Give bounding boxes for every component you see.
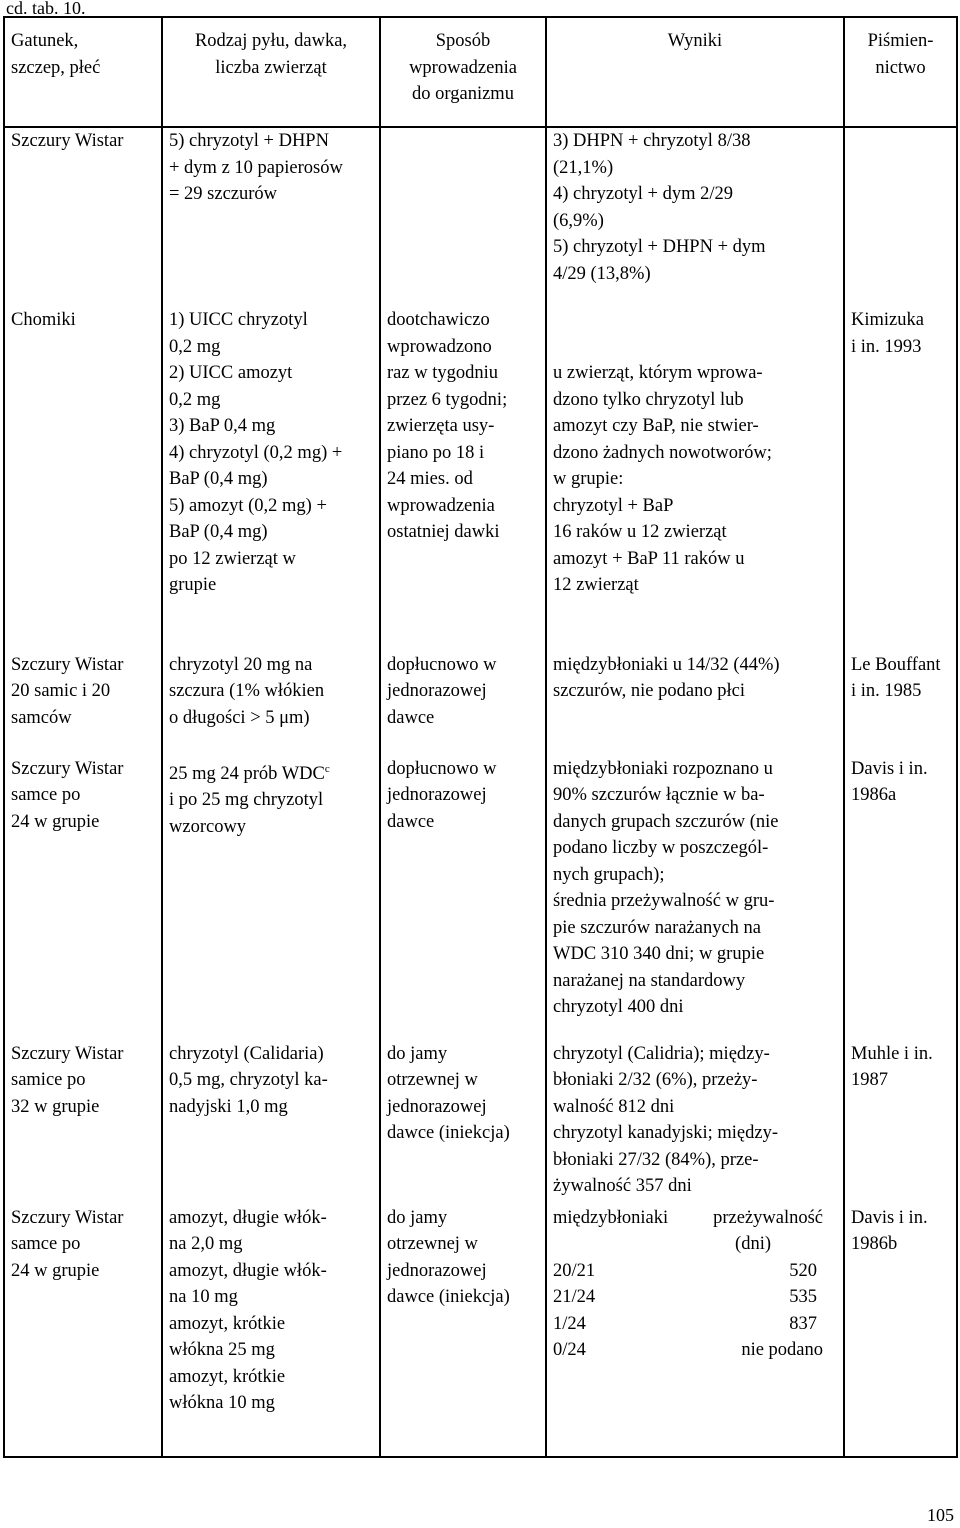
stats-row: 1/24 837 <box>553 1313 817 1334</box>
cell-results: międzybłoniaki u 14/32 (44%) szczurów, nie podano płci <box>546 652 844 756</box>
cell-refs <box>844 127 957 307</box>
cell-species: Szczury Wistar 20 samic i 20 samców <box>4 652 162 756</box>
cell-dust: 25 mg 24 prób WDC$^c$ i po 25 mg chryzotyl wzorcowy <box>162 756 380 1041</box>
table-caption: cd. tab. 10. <box>6 0 86 18</box>
header-refs: Piśmien- nictwo <box>844 17 957 127</box>
cell-species: Szczury Wistar samice po 32 w grupie <box>4 1041 162 1205</box>
survival-stats <box>553 1205 823 1364</box>
stats-row: 21/24 535 <box>553 1287 817 1307</box>
table-header-row <box>4 17 957 127</box>
cell-results <box>546 1205 844 1457</box>
cell-results: u zwierząt, którym wprowa- dzono tylko chryzotyl lub amozyt czy BaP, nie stwier- dzono żadnych nowotworów; w grupie: chryzotyl + BaP 16 raków u 12 zwierząt amozyt + BaP 11 raków u 12 zwierząt <box>546 307 844 652</box>
cell-dust: 1) UICC chryzotyl 0,2 mg 2) UICC amozyt 0,2 mg 3) BaP 0,4 mg 4) chryzotyl (0,2 mg) + BaP (0,4 mg) 5) amozyt (0,2 mg) + BaP (0,4 mg) po 12 zwierząt w grupie <box>162 307 380 652</box>
header-species: Gatunek, szczep, płeć <box>4 17 162 127</box>
table-row <box>4 1041 957 1205</box>
cell-refs: Muhle i in. 1987 <box>844 1041 957 1205</box>
cell-species: Szczury Wistar <box>4 127 162 307</box>
stats-row: 0/24 nie podano <box>553 1340 823 1360</box>
cell-route: dootchawiczo wprowadzono raz w tygodniu przez 6 tygodni; zwierzęta usy- piano po 18 i 24 mies. od wprowadzenia ostatniej dawki <box>380 307 546 652</box>
header-results: Wyniki <box>546 17 844 127</box>
cell-species: Chomiki <box>4 307 162 652</box>
table-row <box>4 1205 957 1457</box>
cell-route: dopłucnowo w jednorazowej dawce <box>380 652 546 756</box>
header-dust: Rodzaj pyłu, dawka, liczba zwierząt <box>162 17 380 127</box>
cell-results: 3) DHPN + chryzotyl 8/38 (21,1%) 4) chryzotyl + dym 2/29 (6,9%) 5) chryzotyl + DHPN + dym 4/29 (13,8%) <box>546 127 844 307</box>
cell-dust: chryzotyl (Calidaria) 0,5 mg, chryzotyl ka- nadyjski 1,0 mg <box>162 1041 380 1205</box>
table-row <box>4 652 957 756</box>
cell-dust: chryzotyl 20 mg na szczura (1% włókien o długości > 5 μm) <box>162 652 380 756</box>
cell-refs: Le Bouffant i in. 1985 <box>844 652 957 756</box>
cell-dust: amozyt, długie włók- na 2,0 mg amozyt, długie włók- na 10 mg amozyt, krótkie włókna 25 mg amozyt, krótkie włókna 10 mg <box>162 1205 380 1457</box>
cell-refs: Davis i in. 1986a <box>844 756 957 1041</box>
stats-header-right: przeżywalność <box>713 1207 823 1228</box>
stats-header-left: międzybłoniaki <box>553 1207 669 1228</box>
cell-route: do jamy otrzewnej w jednorazowej dawce (iniekcja) <box>380 1205 546 1457</box>
header-route: Sposób wprowadzenia do organizmu <box>380 17 546 127</box>
cell-species: Szczury Wistar samce po 24 w grupie <box>4 756 162 1041</box>
cell-results: międzybłoniaki rozpoznano u 90% szczurów łącznie w ba- danych grupach szczurów (nie podano liczby w poszczegól- nych grupach); średnia przeżywalność w gru- pie szczurów narażanych na WDC 310 340 dni; w grupie narażanej na standardowy chryzotyl 400 dni <box>546 756 844 1041</box>
cell-species: Szczury Wistar samce po 24 w grupie <box>4 1205 162 1457</box>
results-table <box>3 16 958 1458</box>
table-row <box>4 307 957 652</box>
cell-refs: Davis i in. 1986b <box>844 1205 957 1457</box>
cell-dust: 5) chryzotyl + DHPN + dym z 10 papierosów = 29 szczurów <box>162 127 380 307</box>
cell-refs: Kimizuka i in. 1993 <box>844 307 957 652</box>
cell-route: do jamy otrzewnej w jednorazowej dawce (iniekcja) <box>380 1041 546 1205</box>
cell-route: dopłucnowo w jednorazowej dawce <box>380 756 546 1041</box>
superscript-c: c <box>324 762 330 775</box>
stats-row: 20/21 520 <box>553 1260 817 1281</box>
stats-header-unit: (dni) <box>735 1234 771 1254</box>
table-row <box>4 127 957 307</box>
cell-results: chryzotyl (Calidria); między- błoniaki 2/32 (6%), przeży- walność 812 dni chryzotyl kanadyjski; między- błoniaki 27/32 (84%), prze- żywalność 357 dni <box>546 1041 844 1205</box>
cell-route <box>380 127 546 307</box>
table-row <box>4 756 957 1041</box>
page-number: 105 <box>927 1505 954 1525</box>
